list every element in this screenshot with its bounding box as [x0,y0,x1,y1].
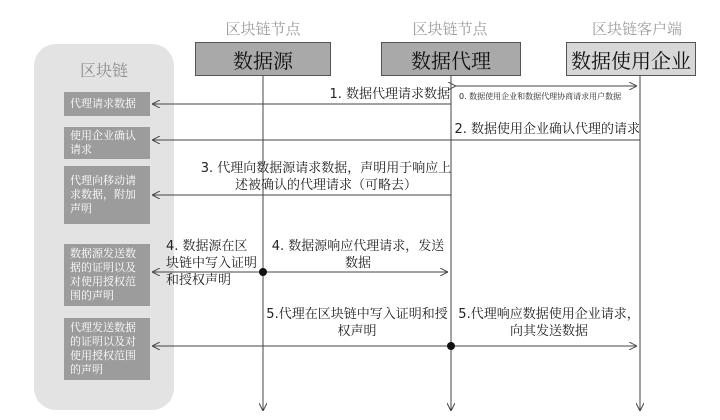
msg-step-1: 1. 数据代理请求数据 [329,87,450,102]
msg-step-3: 3. 代理向数据源请求数据，声明用于响应上述被确认的代理请求（可略去） [200,161,452,193]
actor-data-proxy: 数据代理 [381,42,521,76]
chain-step-5: 代理发送数据的证明以及对使用授权范围的声明 [64,318,150,380]
dot-source-write [259,268,267,276]
client-role-label: 区块链客户端 [591,20,682,38]
actor-data-source: 数据源 [195,42,331,76]
actor-data-enterprise: 数据使用企业 [566,42,696,76]
blockchain-title: 区块链 [79,61,128,80]
chain-step-3: 代理向移动请求数据，附加声明 [64,166,150,224]
msg-step-5b: 5.代理响应数据使用企业请求，向其发送数据 [458,307,640,339]
msg-step-4b: 4. 数据源响应代理请求，发送数据 [271,239,445,271]
chain-step-1: 代理请求数据 [64,92,150,116]
msg-step-0: 0. 数据使用企业和数据代理协商请求用户数据 [459,92,622,101]
msg-step-5a: 5.代理在区块链中写入证明和授权声明 [266,307,448,339]
chain-step-2: 使用企业确认请求 [64,127,150,159]
dot-proxy-write [447,342,455,350]
source-role-label: 区块链节点 [225,20,301,38]
msg-step-4a: 4. 数据源在区块链中写入证明和授权声明 [166,239,258,288]
proxy-role-label: 区块链节点 [412,20,488,38]
chain-step-4: 数据源发送数据的证明以及对使用授权范围的声明 [64,244,150,306]
msg-step-2: 2. 数据使用企业确认代理的请求 [454,122,640,137]
